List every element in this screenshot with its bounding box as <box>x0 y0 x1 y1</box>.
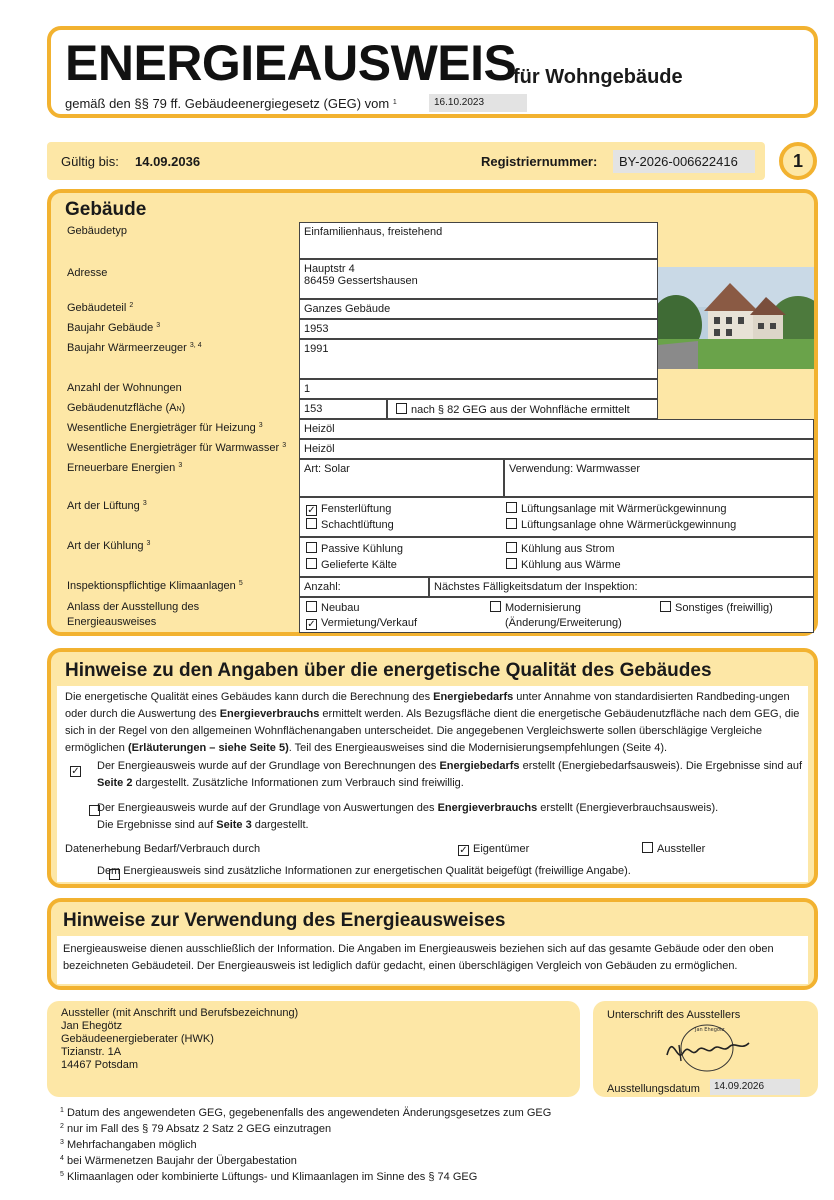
option-passive-cooling[interactable]: Passive Kühlung <box>306 542 403 555</box>
issue-date-label: Ausstellungsdatum <box>607 1083 700 1095</box>
label-usable-area: Gebäudenutzfläche (AN) <box>67 402 186 414</box>
issuer-city: 14467 Potsdam <box>61 1059 139 1071</box>
label-ventilation: Art der Lüftung $^3$ <box>67 500 147 512</box>
quality-notes-title: Hinweise zu den Angaben über die energetische Qualität des Gebäudes <box>65 660 712 681</box>
label-address: Adresse <box>67 267 108 279</box>
modernisation-note: (Änderung/Erweiterung) <box>505 617 622 629</box>
footnotes <box>60 1104 551 1184</box>
issuer-name: Jan Ehegötz <box>61 1020 123 1032</box>
label-apartments: Anzahl der Wohnungen <box>67 382 182 394</box>
checkbox-owner[interactable]: ✓ <box>459 845 468 856</box>
checkbox-other[interactable] <box>660 601 671 612</box>
cooling-options <box>299 537 814 577</box>
quality-notes-paragraph: Die energetische Qualität eines Gebäudes kann durch die Berechnung des Energiebedarfs unter Annahme von standardisierten Randbeding-ungen oder durch die Auswertung des Energieverbrauchs ermittelt werden. Als Bezugsfläche dient die energetische Gebäudenutzfläche nach dem GEG, die sich in der Regel von den allgemeinen Wohnflächenangaben unterscheidet. Die angegebenen Vergleichswerte sollen überschlägige Vergleiche ermöglichen (Erläuterungen – siehe Seite 5). Teil des Energieausweises sind die Modernisierungsempfehlungen (Seite 4). <box>65 691 800 754</box>
geg-reference: gemäß den §§ 79 ff. Gebäudeenergiegesetz (GEG) vom $^1$ <box>65 96 397 111</box>
signature-label: Unterschrift des Ausstellers <box>607 1009 741 1021</box>
checkbox-rent-sale[interactable]: ✓ <box>307 619 316 630</box>
label-building-type: Gebäudetyp <box>67 225 127 237</box>
valid-until-label: Gültig bis: <box>61 154 119 169</box>
validity-bar <box>47 142 765 180</box>
footnote: $^4$ bei Wärmenetzen Baujahr der Übergabestation <box>60 1155 297 1167</box>
footnote: $^2$ nur im Fall des § 79 Absatz 2 Satz 2 GEG einzutragen <box>60 1123 332 1135</box>
field-heater-year[interactable]: 1991 <box>299 339 658 379</box>
checkbox-passive-cooling[interactable] <box>306 542 317 553</box>
document-title: ENERGIEAUSWEIS <box>65 35 517 91</box>
checkbox-electric-cooling[interactable] <box>506 542 517 553</box>
ventilation-options <box>299 497 814 537</box>
option-shaft-ventilation[interactable]: Schachtlüftung <box>306 518 394 533</box>
page-number-badge: 1 <box>779 142 817 180</box>
row-ventilation <box>61 497 814 537</box>
checkbox-delivered-cold[interactable] <box>306 558 317 569</box>
checkbox-new-build[interactable] <box>306 601 317 612</box>
label-construction-year: Baujahr Gebäude $^3$ <box>67 322 161 334</box>
field-construction-year[interactable]: 1953 <box>299 319 658 339</box>
row-renewables <box>61 459 814 497</box>
checkbox-issuer[interactable] <box>642 842 653 853</box>
row-issue-reason <box>61 597 814 633</box>
option-window-ventilation[interactable]: ✓ Fensterlüftung <box>307 503 392 516</box>
stamp-text: Jan Ehegötz <box>695 1027 725 1033</box>
registration-number-field[interactable]: BY-2026-006622416 <box>613 150 755 173</box>
option-electric-cooling[interactable]: Kühlung aus Strom <box>506 542 615 555</box>
building-section <box>47 189 818 636</box>
checkbox-no-heat-recovery[interactable] <box>506 518 517 529</box>
checkbox-modernisation[interactable] <box>490 601 501 612</box>
checkbox-heat-cooling[interactable] <box>506 558 517 569</box>
field-renewables-use[interactable]: Verwendung: Warmwasser <box>504 459 814 497</box>
label-hotwater-carrier: Wesentliche Energieträger für Warmwasser $^3$ <box>67 442 287 454</box>
footnote: $^5$ Klimaanlagen oder kombinierte Lüftungs- und Klimaanlagen im Sinne des § 74 GEG <box>60 1171 478 1183</box>
row-building-type <box>61 222 814 259</box>
issuer-box <box>47 1001 580 1097</box>
data-collection-label: Datenerhebung Bedarf/Verbrauch durch <box>65 843 261 855</box>
area-derived-checkbox-row[interactable]: nach § 82 GEG aus der Wohnfläche ermittelt <box>387 399 658 419</box>
field-renewables-type[interactable]: Art: Solar <box>299 459 504 497</box>
label-renewables: Erneuerbare Energien $^3$ <box>67 462 183 474</box>
option-issuer[interactable]: Aussteller <box>642 841 705 858</box>
area-derived-checkbox[interactable] <box>396 403 407 414</box>
building-photo <box>658 267 814 369</box>
footnote: $^3$ Mehrfachangaben möglich <box>60 1139 197 1151</box>
option-no-heat-recovery[interactable]: Lüftungsanlage ohne Wärmerückgewinnung <box>506 518 736 533</box>
additional-info-text: Dem Energieausweis sind zusätzliche Informationen zur energetischen Qualität beigefügt (freiwillige Angabe). <box>97 865 631 877</box>
label-cooling: Art der Kühlung $^3$ <box>67 540 151 552</box>
issuer-label: Aussteller (mit Anschrift und Berufsbezeichnung) <box>61 1007 299 1019</box>
field-heating-carrier[interactable]: Heizöl <box>299 419 814 439</box>
usage-notes-section <box>47 898 818 990</box>
usage-notes-body <box>57 936 808 984</box>
issue-reason-options <box>299 597 814 633</box>
issuer-job: Gebäudeenergieberater (HWK) <box>61 1033 214 1045</box>
field-hotwater-carrier[interactable]: Heizöl <box>299 439 814 459</box>
usage-notes-title: Hinweise zur Verwendung des Energieausweises <box>63 910 506 931</box>
row-usable-area <box>61 399 814 419</box>
field-address[interactable]: Hauptstr 4 86459 Gessertshausen <box>299 259 658 299</box>
document-subtitle: für Wohngebäude <box>513 66 683 88</box>
quality-notes-section <box>47 648 818 888</box>
quality-notes-body <box>57 686 808 882</box>
checkbox-window-ventilation[interactable]: ✓ <box>307 505 316 516</box>
valid-until-date: 14.09.2036 <box>135 154 201 169</box>
header-frame <box>47 26 818 118</box>
field-usable-area[interactable]: 153 <box>299 399 387 419</box>
row-ac-inspection <box>61 577 814 597</box>
registration-label: Registriernummer: <box>481 154 598 169</box>
demand-certificate-text: Der Energieausweis wurde auf der Grundlage von Berechnungen des Energiebedarfs erstellt (Energiebedarfsausweis). Die Ergebnisse sind auf Seite 2 dargestellt. Zusätzliche Informationen zum Verbrauch sind freiwillig. <box>97 760 803 789</box>
issuer-street: Tizianstr. 1A <box>61 1046 122 1058</box>
field-building-type[interactable]: Einfamilienhaus, freistehend <box>299 222 658 259</box>
field-apartments[interactable]: 1 <box>299 379 658 399</box>
option-delivered-cold[interactable]: Gelieferte Kälte <box>306 558 397 571</box>
signature-stamp <box>659 1023 755 1073</box>
building-title: Gebäude <box>65 199 147 220</box>
usage-notes-text: Energieausweise dienen ausschließlich der Information. Die Angaben im Energieausweis beziehen sich auf das gesamte Gebäude oder den oben bezeichneten Gebäudeteil. Der Energieausweis ist lediglich dafür gedacht, einen überschlägigen Vergleich von Gebäuden zu ermöglichen. <box>63 943 774 972</box>
option-rent-sale[interactable]: ✓ Vermietung/Verkauf <box>307 617 418 630</box>
checkbox-shaft-ventilation[interactable] <box>306 518 317 529</box>
checkbox-heat-recovery[interactable] <box>506 502 517 513</box>
option-heat-recovery[interactable]: Lüftungsanlage mit Wärmerückgewinnung <box>506 502 726 517</box>
label-building-part: Gebäudeteil $^2$ <box>67 302 134 314</box>
field-ac-count[interactable]: Anzahl: <box>299 577 429 597</box>
label-heater-year: Baujahr Wärmeerzeuger $^{3, 4}$ <box>67 342 202 354</box>
footnote: $^1$ Datum des angewendeten GEG, gegebenenfalls des angewendeten Änderungsgesetzes zum GEG <box>60 1107 552 1119</box>
signature-box <box>593 1001 818 1097</box>
option-modernisation[interactable]: Modernisierung <box>490 601 581 614</box>
label-issue-reason: Anlass der Ausstellung des Energieausweises <box>67 601 200 628</box>
issuer-details <box>61 1007 298 1072</box>
consumption-certificate-text: Der Energieausweis wurde auf der Grundlage von Auswertungen des Energieverbrauchs erstellt (Energieverbrauchsausweis). Die Ergebnisse sind auf Seite 3 dargestellt. <box>97 802 719 831</box>
field-ac-inspection-date[interactable]: Nächstes Fälligkeitsdatum der Inspektion: <box>429 577 814 597</box>
field-building-part[interactable]: Ganzes Gebäude <box>299 299 658 319</box>
row-heating-carrier <box>61 419 814 439</box>
option-heat-cooling[interactable]: Kühlung aus Wärme <box>506 558 621 571</box>
option-other[interactable]: Sonstiges (freiwillig) <box>660 601 773 614</box>
label-ac-inspection: Inspektionspflichtige Klimaanlagen $^5$ <box>67 580 243 592</box>
option-owner[interactable]: ✓ Eigentümer <box>459 843 530 856</box>
issue-date-field[interactable]: 14.09.2026 <box>710 1079 800 1095</box>
row-apartments <box>61 379 814 399</box>
geg-date-field[interactable]: 16.10.2023 <box>429 94 527 112</box>
option-new-build[interactable]: Neubau <box>306 601 360 614</box>
row-cooling <box>61 537 814 577</box>
row-hotwater-carrier <box>61 439 814 459</box>
checkbox-demand-certificate[interactable]: ✓ <box>71 766 80 777</box>
label-heating-carrier: Wesentliche Energieträger für Heizung $^3$ <box>67 422 263 434</box>
